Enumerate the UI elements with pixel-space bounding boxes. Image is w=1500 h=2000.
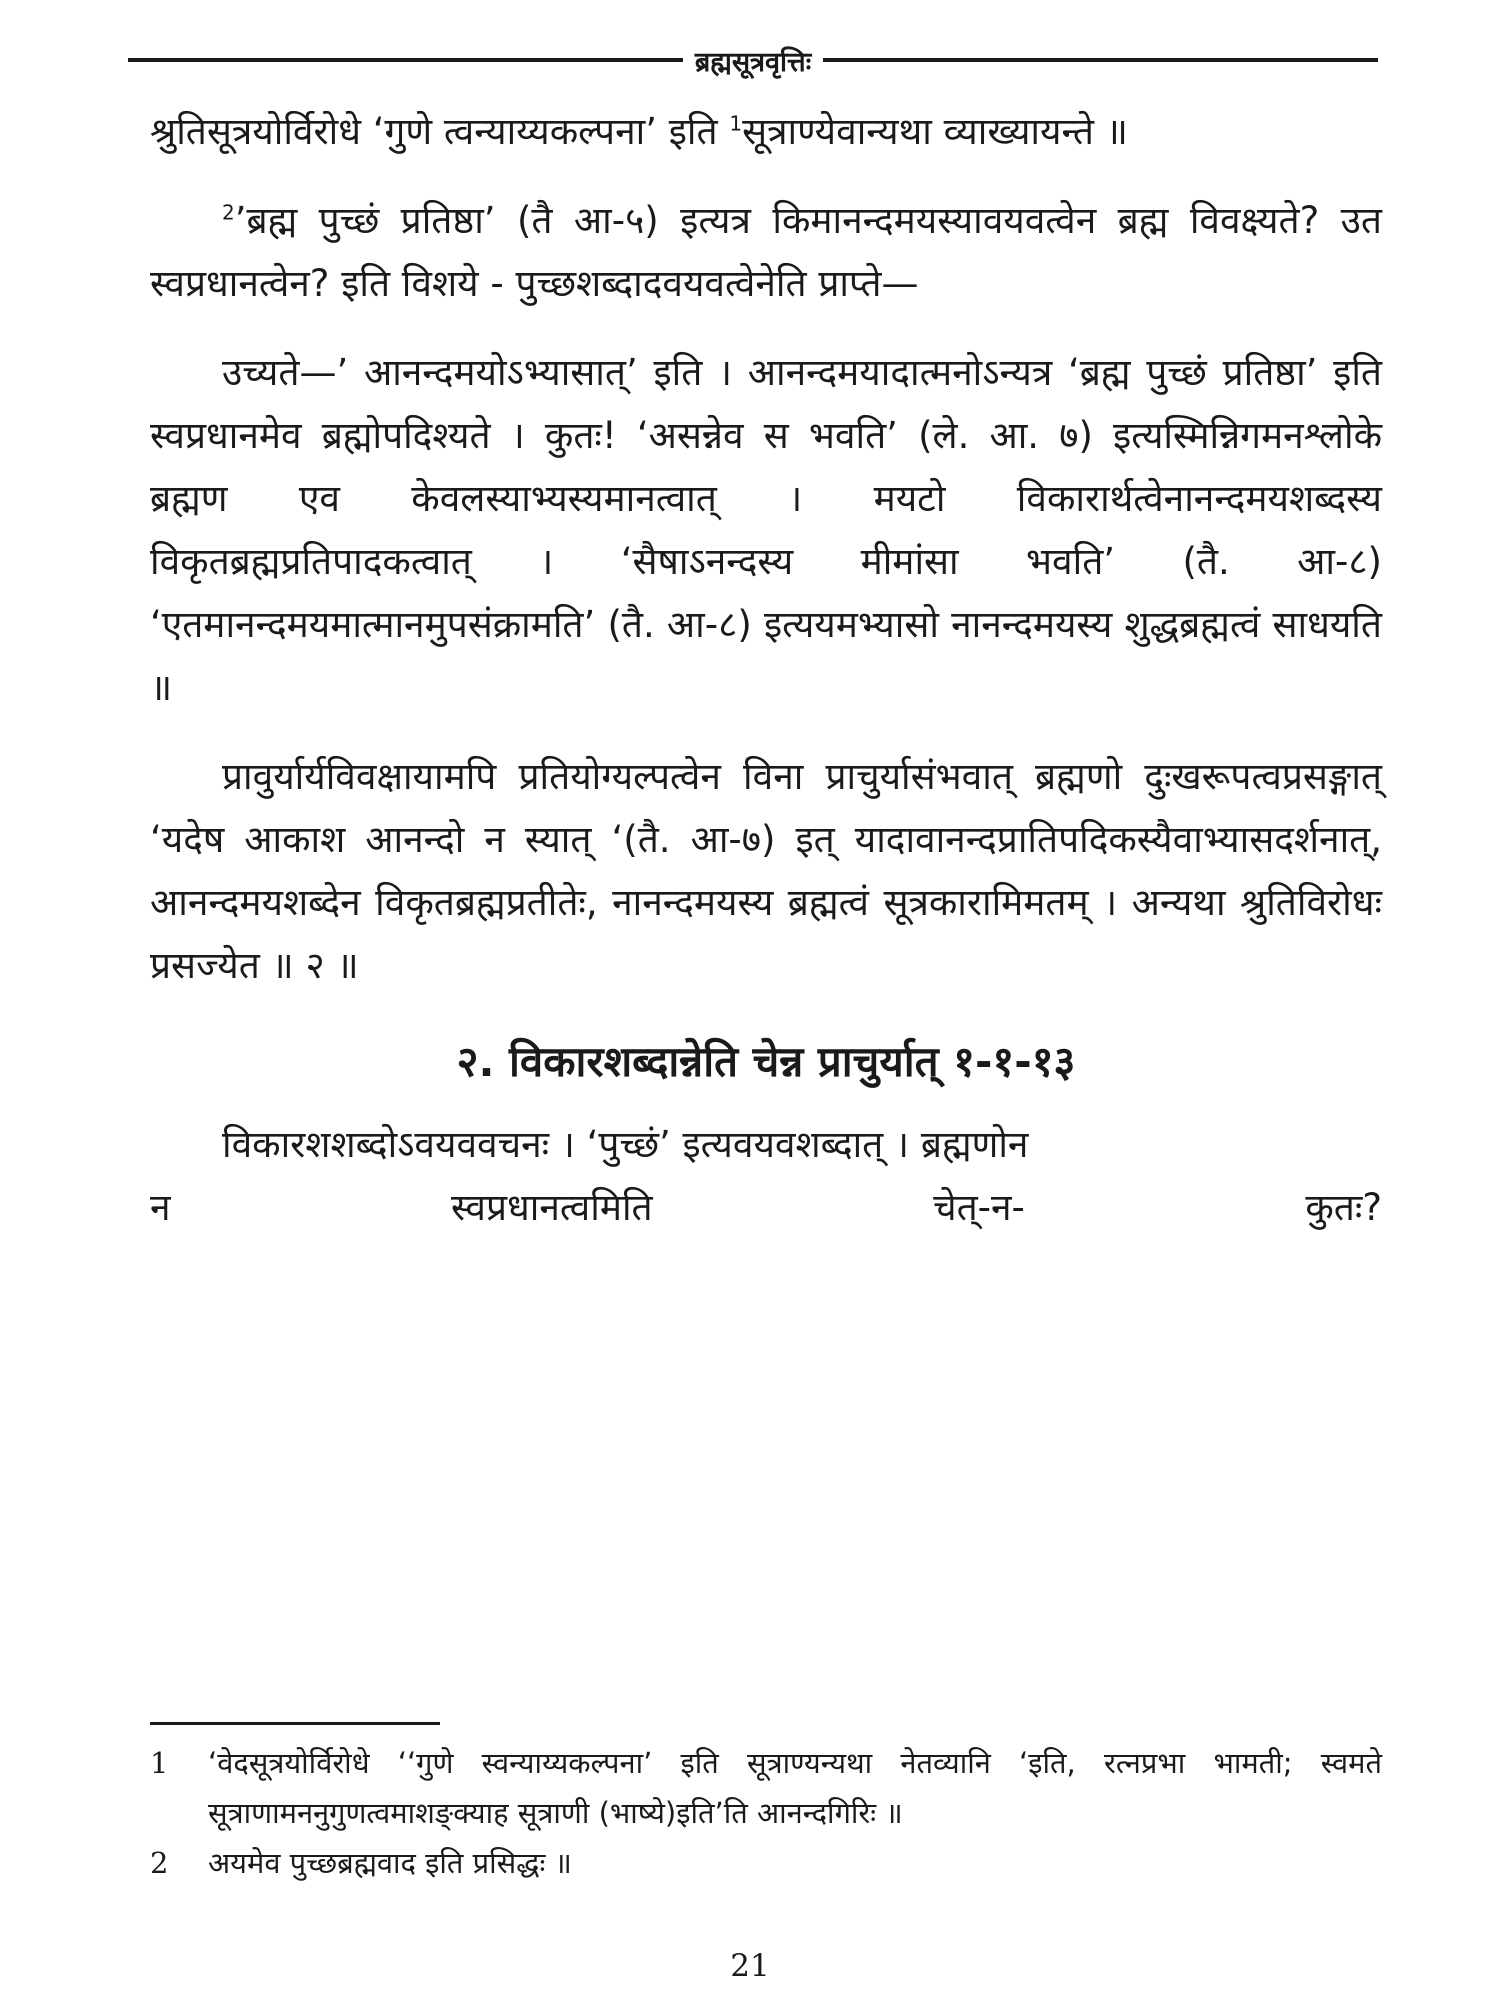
header-rule-left bbox=[128, 58, 683, 62]
footnote-text: ‘वेदसूत्रयोर्विरोधे ‘‘गुणे स्वन्याय्यकल्पना’ इति सूत्राण्यन्यथा नेतव्यानि ‘इति, रत्नप्रभा भामती; स्वमते सूत्राणामननुगुणत्वमाशङ्क्याह सूत्राणी (भाष्ये)इति’ति आनन्दगिरिः ॥ bbox=[208, 1746, 1382, 1830]
header-rule-right bbox=[823, 58, 1378, 62]
footnote-2 bbox=[150, 1838, 1382, 1888]
footnotes bbox=[150, 1738, 1382, 1888]
last-line-word-4: कुतः? bbox=[1305, 1186, 1382, 1229]
paragraph-5-last-line bbox=[150, 1176, 1382, 1239]
footnote-separator bbox=[150, 1722, 440, 1725]
paragraph-2-text: ’ब्रह्म पुच्छं प्रतिष्ठा’ (तै आ-५) इत्यत्र किमानन्दमयस्यावयवत्वेन ब्रह्म विवक्ष्यते? उत स्वप्रधानत्वेन? इति विशये - पुच्छशब्दादवयवत्वेनेति प्राप्ते— bbox=[150, 199, 1382, 305]
sutra-heading: २. विकारशब्दान्नेति चेन्न प्राचुर्यात् १-१-१३ bbox=[456, 1037, 1076, 1086]
last-line-word-3: चेत्-न- bbox=[933, 1186, 1025, 1229]
paragraph-2 bbox=[150, 189, 1382, 315]
footnote-marker-1: 1 bbox=[729, 111, 743, 136]
footnote-marker-2: 2 bbox=[222, 200, 235, 225]
footnote-number: 1 bbox=[150, 1746, 169, 1780]
paragraph-1 bbox=[150, 100, 1382, 163]
header-title: ब्रह्मसूत्रवृत्तिः bbox=[694, 46, 812, 78]
paragraph-1-end: सूत्राण्येवान्यथा व्याख्यायन्ते ॥ bbox=[742, 110, 1128, 153]
page-number: 21 bbox=[730, 1948, 770, 1984]
running-header bbox=[128, 40, 1378, 80]
main-text bbox=[150, 100, 1382, 1239]
last-line-word-1: न bbox=[150, 1186, 171, 1229]
footnote-text: अयमेव पुच्छब्रह्मवाद इति प्रसिद्धः ॥ bbox=[208, 1846, 572, 1880]
footnote-1 bbox=[150, 1738, 1382, 1838]
last-line-word-2: स्वप्रधानत्वमिति bbox=[450, 1186, 653, 1229]
footnote-number: 2 bbox=[150, 1846, 169, 1880]
paragraph-5: विकारशशब्दोऽवयववचनः । ‘पुच्छं’ इत्यवयवशब्दात् । ब्रह्मणोन bbox=[222, 1123, 1029, 1166]
paragraph-4: प्रावुर्यार्यविवक्षायामपि प्रतियोग्यल्पत्वेन विना प्राचुर्यासंभवात् ब्रह्मणो दुःखरूपत्वप्रसङ्गात् ‘यदेष आकाश आनन्दो न स्यात् ‘(तै. आ-७) इत् यादावानन्दप्रातिपदिकस्यैवाभ्यासदर्शनात्, आनन्दमयशब्देन विकृतब्रह्मप्रतीतेः, नानन्दमयस्य ब्रह्मत्वं सूत्रकारामिमतम् । अन्यथा श्रुतिविरोधः प्रसज्येत ॥ २ ॥ bbox=[150, 755, 1382, 987]
paragraph-3: उच्यते—’ आनन्दमयोऽभ्यासात्’ इति । आनन्दमयादात्मनोऽन्यत्र ‘ब्रह्म पुच्छं प्रतिष्ठा’ इति स्वप्रधानमेव ब्रह्मोपदिश्यते । कुतः! ‘असन्नेव स भवति’ (ले. आ. ७) इत्यस्मिन्निगमनश्लोके ब्रह्मण एव केवलस्याभ्यस्यमानत्वात् । मयटो विकारार्थत्वेनानन्दमयशब्दस्य विकृतब्रह्मप्रतिपादकत्वात् । ‘सैषाऽनन्दस्य मीमांसा भवति’ (तै. आ-८) ‘एतमानन्दमयमात्मानमुपसंक्रामति’ (तै. आ-८) इत्ययमभ्यासो नानन्दमयस्य शुद्धब्रह्मत्वं साधयति ॥ bbox=[150, 351, 1382, 709]
paragraph-1-start: श्रुतिसूत्रयोर्विरोधे ‘गुणे त्वन्याय्यकल्पना’ इति bbox=[150, 110, 730, 153]
